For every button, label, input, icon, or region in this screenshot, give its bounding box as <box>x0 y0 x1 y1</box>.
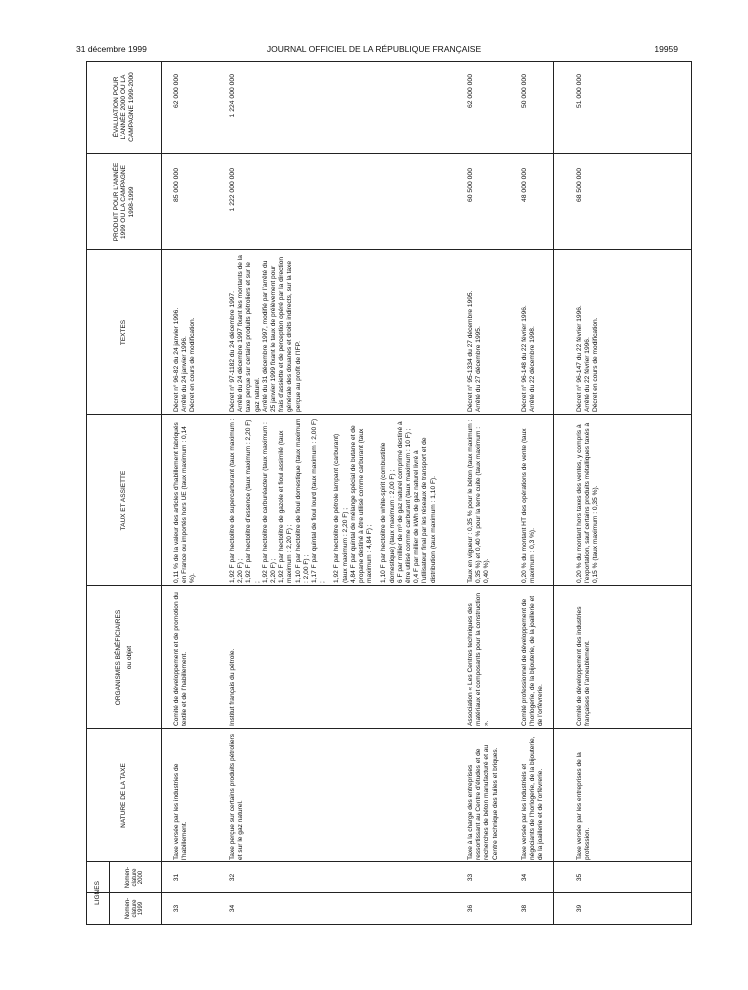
cell-textes-line: Décret n° 95-1334 du 27 décembre 1995. <box>467 290 474 412</box>
cell-n1999: 39 <box>576 904 583 913</box>
header-page-number: 19959 <box>654 44 678 54</box>
cell-taux <box>576 418 601 583</box>
col-organismes-subtitle: ou objet <box>126 645 133 670</box>
cell-organisme: Comité de développement et de promotion du textile et de l’habillement. <box>173 592 189 726</box>
cell-taux-line: 4,84 F par quintal de mélange spécial de butane et de propane destiné à être utilisé comme carburant (taux maximum : 4,84 F) ; <box>349 425 374 583</box>
cell-produit: 48 000 000 <box>521 168 528 203</box>
cell-textes <box>173 253 198 412</box>
cell-taux-line: 0,20 % du montant hors taxes des ventes, y compris à l’exportation, sauf certains produits métalliques taxés à 0,15 % (taux maximum : 0,35 %). <box>576 422 600 583</box>
cell-taux-line: 6 F par millier de m³ de gaz naturel comprimé destiné à être utilisé comme carburant (taux maximum : 10 F) ; <box>396 421 413 583</box>
cell-nature: Taxe perçue sur certains produits pétroliers et sur le gaz naturel. <box>229 733 245 860</box>
cell-textes-line: Arrêté du 24 janvier 1996. <box>181 336 189 412</box>
cell-organisme: Association « Les Centres techniques des matériaux et composants pour la construction ». <box>467 592 491 726</box>
cell-n1999: 36 <box>467 904 474 913</box>
cell-taux <box>521 418 537 583</box>
tax-table <box>86 61 692 925</box>
header-title: JOURNAL OFFICIEL DE LA RÉPUBLIQUE FRANÇAISE <box>266 44 482 54</box>
col-taux-header: TAUX ET ASSIETTE <box>120 470 128 531</box>
cell-textes-line: Arrêté du 31 décembre 1997, modifié par l’arrêté du 25 janvier 1999 fixant le taux de prélèvement pour frais d’assiette et de perception opéré par la direction générale des douanes et droits indirects, sur la taxe perçue au profit de l’IFP. <box>261 256 302 412</box>
col-organismes-title: ORGANISMES BÉNÉFICIAIRES <box>114 609 122 706</box>
col-evaluation-header: ÉVALUATION POUR L’ANNÉE 2000 OU LA CAMPAGNE 1999-2000 <box>112 72 135 142</box>
header-date: 31 décembre 1999 <box>76 44 147 54</box>
col-nomen-2000-header: Nomen- clature 2000 <box>125 866 145 889</box>
cell-evaluation: 1 224 000 000 <box>229 74 236 118</box>
cell-taux-line: 1,92 F par hectolitre de pétrole lampant (carburant) (taux maximum : 2,20 F) ; <box>333 433 349 583</box>
cell-textes <box>576 253 601 412</box>
cell-evaluation: 50 000 000 <box>521 74 528 109</box>
cell-n1999: 34 <box>229 904 236 913</box>
cell-n2000: 31 <box>173 873 180 882</box>
cell-taux <box>173 418 198 583</box>
cell-taux-line: 1,10 F par hectolitre de fioul domestique (taux maximum : 2,00 F) ; <box>294 418 310 583</box>
cell-textes-line: Décret n° 97-1182 du 24 décembre 1997. <box>229 291 236 412</box>
cell-textes-line: Arrêté du 27 décembre 1995. <box>475 326 483 412</box>
cell-taux <box>467 418 492 583</box>
cell-textes-line: Arrêté du 24 décembre 1997 fixant les montants de la taxe perçue sur certains produits pétroliers et sur le gaz naturel. <box>237 255 261 412</box>
cell-textes-line: Décret n° 96-148 du 22 février 1996. <box>521 305 528 412</box>
cell-nature: Taxe versée par les industries de l’habillement. <box>173 763 189 860</box>
cell-taux-line: 1,92 F par hectolitre de carburéacteur (taux maximum : 2,20 F) ; <box>261 422 278 583</box>
cell-textes <box>229 253 303 412</box>
cell-n2000: 34 <box>521 873 528 882</box>
col-textes-header: TEXTES <box>120 319 128 346</box>
col-produit-header: PRODUIT POUR L’ANNÉE 1999 OU LA CAMPAGNE 1998-1999 <box>112 162 135 242</box>
cell-textes <box>467 253 483 412</box>
cell-textes <box>521 253 537 412</box>
cell-taux-line: 0,4 F par millier de kWh de gaz naturel livré à l’utilisateur final par les réseaux de transport et de distribution (taux maximum : 1,10 F). <box>413 437 437 583</box>
cell-organisme: Comité professionnel de développement de l’horlogerie, de la bijouterie, de la joaillerie et de l’orfèvrerie. <box>521 595 545 726</box>
cell-taux-line: 0,20 % du montant HT des opérations de vente (taux maximum : 0,3 %). <box>521 428 537 583</box>
cell-nature: Taxe à la charge des entreprises ressortissant au Centre d’études et de recherches de béton manufacturé et au Centre technique des tuiles et briques. <box>467 744 499 860</box>
col-lignes-header: LIGNES <box>94 881 102 905</box>
cell-n1999: 38 <box>521 904 528 913</box>
cell-textes-line: Décret en cours de modification. <box>592 317 600 412</box>
cell-evaluation: 62 000 000 <box>173 74 180 109</box>
cell-taux-line: Taux en vigueur : 0,35 % pour le béton (taux maximum : 0,35 %) et 0,40 % pour la terre cuite (taux maximum : 0,40 %). <box>467 419 491 583</box>
cell-taux-line: 1,17 F par quintal de fioul lourd (taux maximum : 2,00 F) ; <box>311 418 327 583</box>
cell-n2000: 32 <box>229 873 236 882</box>
cell-produit: 1 222 000 000 <box>229 168 236 212</box>
col-nomen-1999-header: Nomen- clature 1999 <box>125 897 145 920</box>
cell-organisme: Comité de développement des industries françaises de l’ameublement. <box>576 606 592 726</box>
cell-produit: 60 500 000 <box>467 168 474 203</box>
cell-taux-line: 0,11 % de la valeur des articles d’habillement fabriqués en France ou importés hors UE (taux maximum : 0,14 %). <box>173 422 197 583</box>
cell-produit: 85 000 000 <box>173 168 180 203</box>
cell-n2000: 35 <box>576 873 583 882</box>
col-nature-header: NATURE DE LA TAXE <box>120 763 128 828</box>
cell-n2000: 33 <box>467 873 474 882</box>
cell-n1999: 33 <box>173 904 180 913</box>
cell-textes-line: Décret n° 96-82 du 24 janvier 1996. <box>173 307 180 412</box>
cell-produit: 68 500 000 <box>576 168 583 203</box>
col-organismes-header <box>87 586 161 729</box>
cell-taux-line: 1,92 F par hectolitre d’essence (taux maximum : 2,20 F) ; <box>245 419 261 583</box>
cell-evaluation: 62 000 000 <box>467 74 474 109</box>
cell-nature: Taxe versée par les industriels et négociants de l’horlogerie, de la bijouterie, de la joaillerie et de l’orfèvrerie. <box>521 736 545 860</box>
cell-organisme: Institut français du pétrole. <box>229 648 236 726</box>
cell-taux-line: 1,10 F par hectolitre de white-spirit (combustible domestique) (taux maximum : 2,00 F) ; <box>380 442 396 583</box>
cell-taux <box>229 418 438 583</box>
cell-textes-line: Arrêté du 22 février 1996. <box>584 337 592 412</box>
cell-textes-line: Décret en cours de modification. <box>189 317 197 412</box>
cell-evaluation: 51 000 000 <box>576 74 583 109</box>
cell-nature: Taxe versée par les entreprises de la profession. <box>576 752 592 860</box>
cell-textes-line: Décret n° 96-147 du 22 février 1996. <box>576 305 583 412</box>
cell-taux-line: 1,92 F par hectolitre de supercarburant (taux maximum : 2,20 F) ; <box>229 418 245 583</box>
cell-textes-line: Arrêté du 22 décembre 1998. <box>529 326 537 412</box>
cell-taux-line: 1,92 F par hectolitre de gazole et fioul assimilé (taux maximum : 2,20 F) ; <box>278 430 294 583</box>
